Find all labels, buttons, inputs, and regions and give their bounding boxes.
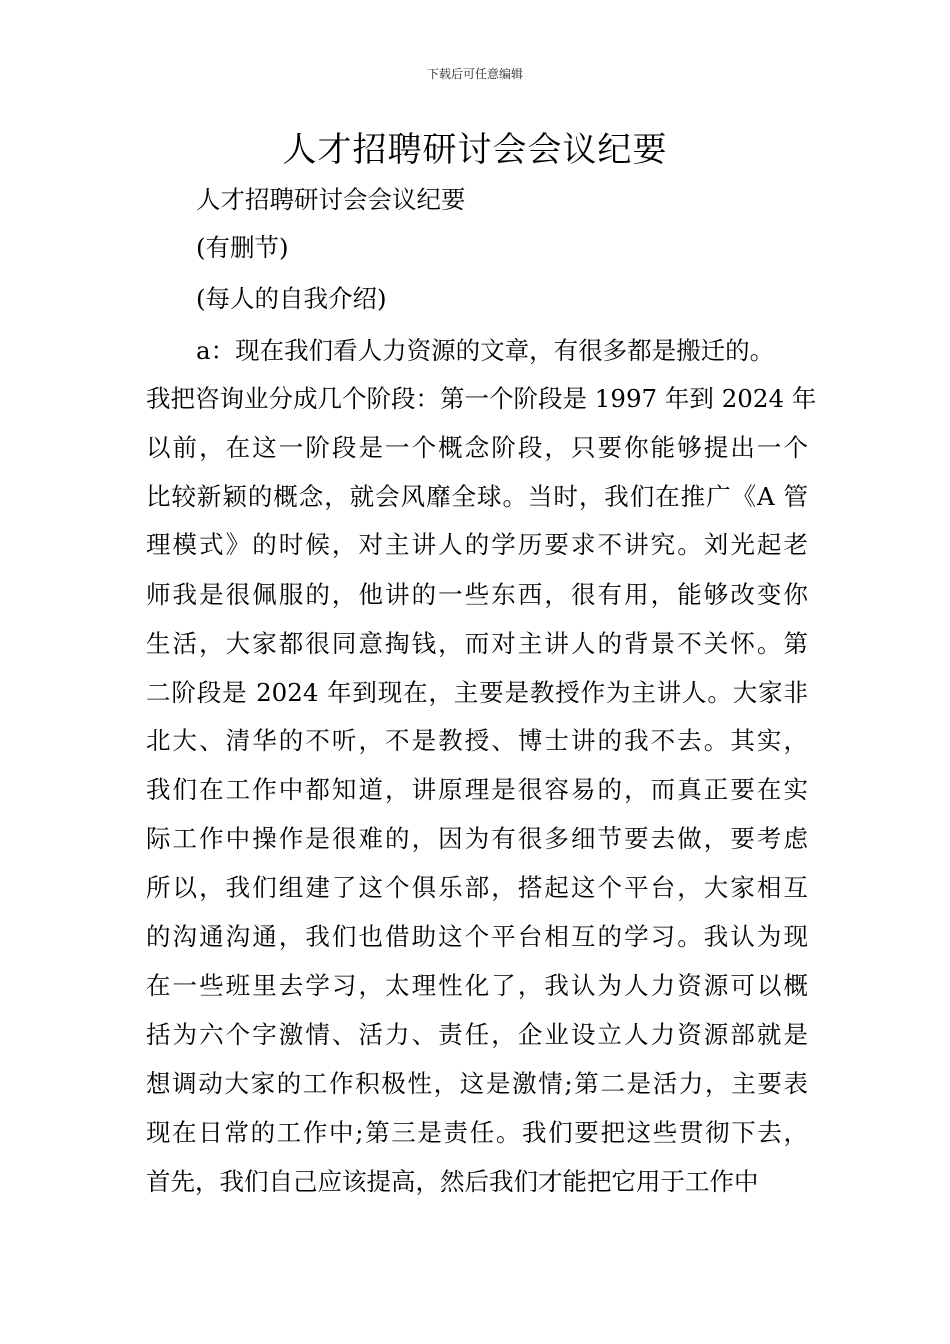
document-title: 人才招聘研讨会会议纪要	[282, 130, 668, 170]
paragraph-line: 括为六个字激情、活力、责任，企业设立人力资源部就是	[146, 1020, 808, 1049]
paragraph-line: 生活，大家都很同意掏钱，而对主讲人的背景不关怀。第	[146, 629, 808, 658]
paragraph-line: 我们在工作中都知道，讲原理是很容易的，而真正要在实	[146, 775, 808, 804]
paragraph-line: 师我是很佩服的，他讲的一些东西，很有用，能够改变你	[146, 580, 808, 609]
paragraph-line: 我把咨询业分成几个阶段：第一个阶段是 1997 年到 2024 年	[146, 384, 817, 413]
paragraph-line: 在一些班里去学习，太理性化了，我认为人力资源可以概	[146, 971, 808, 1000]
paragraph-line: 二阶段是 2024 年到现在，主要是教授作为主讲人。大家非	[146, 678, 808, 707]
paragraph-line: 想调动大家的工作积极性，这是激情;第二是活力，主要表	[146, 1069, 808, 1098]
intro-line-self-intro: (每人的自我介绍)	[196, 284, 387, 313]
paragraph-line: 现在日常的工作中;第三是责任。我们要把这些贯彻下去，	[146, 1118, 808, 1147]
header-note: 下载后可任意编辑	[426, 67, 523, 81]
paragraph-line: 比较新颖的概念，就会风靡全球。当时，我们在推广《A 管	[146, 482, 808, 511]
paragraph-line: 的沟通沟通，我们也借助这个平台相互的学习。我认为现	[146, 922, 808, 951]
paragraph-line: 以前，在这一阶段是一个概念阶段，只要你能够提出一个	[146, 433, 808, 462]
intro-line-subtitle: 人才招聘研讨会会议纪要	[196, 185, 466, 214]
paragraph-line: 所以，我们组建了这个俱乐部，搭起这个平台，大家相互	[146, 873, 808, 902]
paragraph-line: 首先，我们自己应该提高，然后我们才能把它用于工作中	[146, 1167, 759, 1196]
intro-line-note: (有删节)	[196, 233, 289, 262]
paragraph-line: 理模式》的时候，对主讲人的学历要求不讲究。刘光起老	[146, 530, 808, 559]
paragraph-line: 际工作中操作是很难的，因为有很多细节要去做，要考虑	[146, 824, 808, 853]
paragraph-line: 北大、清华的不听，不是教授、博士讲的我不去。其实，	[146, 726, 808, 755]
paragraph-line: a：现在我们看人力资源的文章，有很多都是搬迁的。	[196, 336, 775, 365]
